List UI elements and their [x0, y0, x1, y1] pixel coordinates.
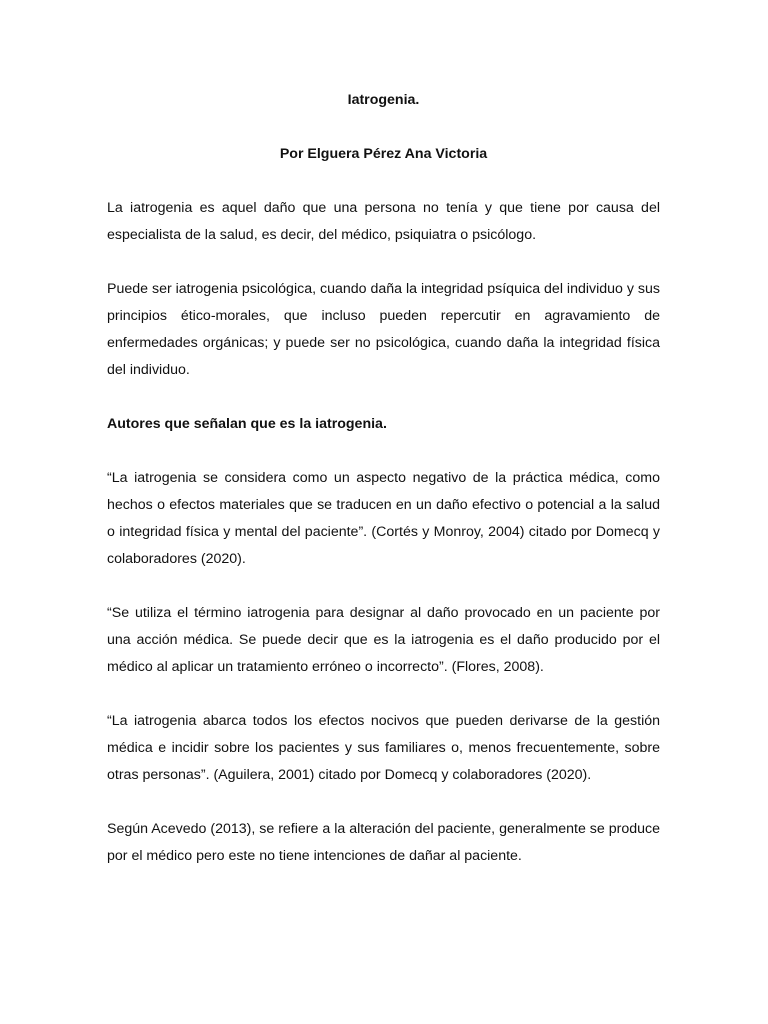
document-author: Por Elguera Pérez Ana Victoria [279, 146, 488, 162]
intro-paragraph: La iatrogenia es aquel daño que una persona no tenía y que tiene por causa del especialista de la salud, es decir, del médico, psiquiatra o psicólogo. [107, 200, 660, 243]
quote-paragraph-1: “La iatrogenia se considera como un aspecto negativo de la práctica médica, como hechos o efectos materiales que se traducen en un daño efectivo o potencial a la salud o integridad física y mental del paciente”. (Cortés y Monroy, 2004) citado por Domecq y colaboradores (2020). [107, 470, 660, 567]
closing-paragraph: Según Acevedo (2013), se refiere a la alteración del paciente, generalmente se produce por el médico pero este no tiene intenciones de dañar al paciente. [107, 821, 660, 864]
authors-heading: Autores que señalan que es la iatrogenia. [107, 416, 387, 432]
types-paragraph: Puede ser iatrogenia psicológica, cuando daña la integridad psíquica del individuo y sus principios ético-morales, que incluso pueden repercutir en agravamiento de enfermedades orgánicas; y puede ser no psicológica, cuando daña la integridad física del individuo. [107, 281, 660, 378]
document-body [107, 87, 660, 870]
quote-paragraph-3: “La iatrogenia abarca todos los efectos nocivos que pueden derivarse de la gestión médica e incidir sobre los pacientes y sus familiares o, menos frecuentemente, sobre otras personas”. (Aguilera, 2001) citado por Domecq y colaboradores (2020). [107, 713, 660, 783]
quote-paragraph-2: “Se utiliza el término iatrogenia para designar al daño provocado en un paciente por una acción médica. Se puede decir que es la iatrogenia es el daño producido por el médico al aplicar un tratamiento erróneo o incorrecto”. (Flores, 2008). [107, 605, 660, 675]
document-title: Iatrogenia. [347, 92, 420, 108]
